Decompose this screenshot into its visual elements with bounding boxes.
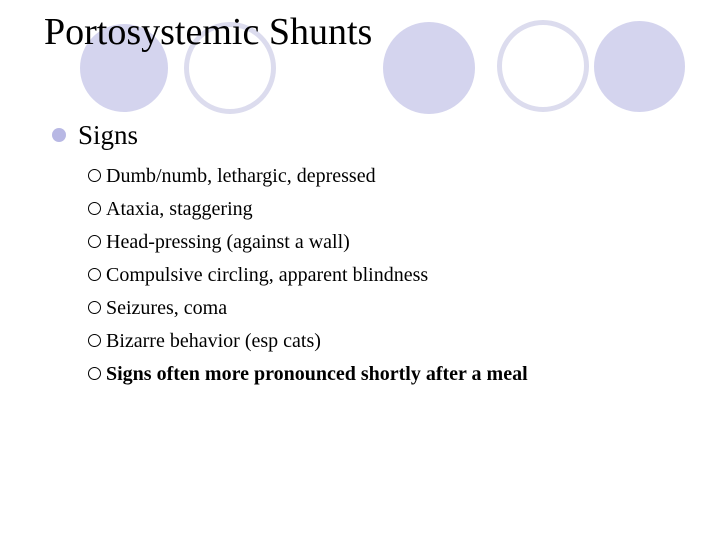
- signs-list: [88, 159, 528, 390]
- hollow-bullet-icon: [88, 169, 101, 182]
- slide-title: Portosystemic Shunts: [44, 11, 373, 53]
- list-item-text: Seizures, coma: [106, 296, 228, 319]
- decor-circle-3: [594, 21, 685, 112]
- decor-circle-2: [383, 22, 475, 114]
- hollow-bullet-icon: [88, 301, 101, 314]
- list-item: [88, 225, 528, 258]
- list-item-text: Dumb/numb, lethargic, depressed: [106, 164, 376, 187]
- list-item: [88, 291, 528, 324]
- bullet-dot-icon: [52, 128, 66, 142]
- hollow-bullet-icon: [88, 202, 101, 215]
- hollow-bullet-icon: [88, 235, 101, 248]
- bullet-signs: [52, 118, 138, 152]
- list-item: [88, 324, 528, 357]
- list-item-text: Ataxia, staggering: [106, 197, 253, 220]
- hollow-bullet-icon: [88, 367, 101, 380]
- list-item-text: Head-pressing (against a wall): [106, 230, 350, 253]
- list-item: [88, 192, 528, 225]
- list-item-text: Signs often more pronounced shortly after a meal: [106, 362, 528, 385]
- list-item: [88, 357, 528, 390]
- list-item-text: Bizarre behavior (esp cats): [106, 329, 321, 352]
- list-item: [88, 258, 528, 291]
- bullet-signs-label: Signs: [78, 120, 139, 150]
- list-item: [88, 159, 528, 192]
- decor-ring-2: [497, 20, 589, 112]
- hollow-bullet-icon: [88, 268, 101, 281]
- list-item-text: Compulsive circling, apparent blindness: [106, 263, 429, 286]
- hollow-bullet-icon: [88, 334, 101, 347]
